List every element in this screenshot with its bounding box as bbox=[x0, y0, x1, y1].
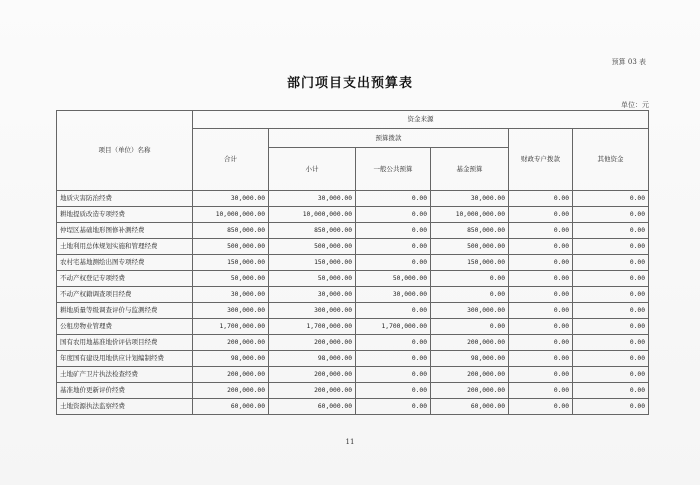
header-fund-source: 资金来源 bbox=[193, 111, 649, 129]
row-special-cell: 0.00 bbox=[509, 271, 573, 287]
table-row bbox=[57, 271, 649, 287]
row-fund-cell: 0.00 bbox=[431, 271, 509, 287]
row-special-cell: 0.00 bbox=[509, 351, 573, 367]
row-subtotal-cell: 150,000.00 bbox=[269, 255, 356, 271]
row-subtotal-cell: 200,000.00 bbox=[269, 335, 356, 351]
row-total-cell: 60,000.00 bbox=[193, 399, 269, 415]
row-name-cell: 土地资源执法监察经费 bbox=[57, 399, 193, 415]
row-name-cell: 不动产权登记专项经费 bbox=[57, 271, 193, 287]
row-fund-cell: 0.00 bbox=[431, 287, 509, 303]
row-total-cell: 30,000.00 bbox=[193, 287, 269, 303]
row-name-cell: 耕地质量等级调查评价与监测经费 bbox=[57, 303, 193, 319]
row-other-cell: 0.00 bbox=[573, 223, 649, 239]
row-total-cell: 850,000.00 bbox=[193, 223, 269, 239]
table-row bbox=[57, 255, 649, 271]
row-total-cell: 150,000.00 bbox=[193, 255, 269, 271]
row-other-cell: 0.00 bbox=[573, 207, 649, 223]
row-other-cell: 0.00 bbox=[573, 335, 649, 351]
row-special-cell: 0.00 bbox=[509, 383, 573, 399]
table-row bbox=[57, 335, 649, 351]
row-total-cell: 50,000.00 bbox=[193, 271, 269, 287]
row-total-cell: 200,000.00 bbox=[193, 383, 269, 399]
row-name-cell: 土地利用总体规划实施和管理经费 bbox=[57, 239, 193, 255]
table-row bbox=[57, 223, 649, 239]
row-general-cell: 0.00 bbox=[356, 351, 431, 367]
row-other-cell: 0.00 bbox=[573, 367, 649, 383]
row-special-cell: 0.00 bbox=[509, 319, 573, 335]
row-fund-cell: 200,000.00 bbox=[431, 335, 509, 351]
row-subtotal-cell: 200,000.00 bbox=[269, 383, 356, 399]
header-subtotal: 小计 bbox=[269, 148, 356, 191]
row-subtotal-cell: 1,700,000.00 bbox=[269, 319, 356, 335]
row-total-cell: 10,000,000.00 bbox=[193, 207, 269, 223]
row-name-cell: 公租房物业管理费 bbox=[57, 319, 193, 335]
row-other-cell: 0.00 bbox=[573, 287, 649, 303]
row-special-cell: 0.00 bbox=[509, 207, 573, 223]
row-fund-cell: 200,000.00 bbox=[431, 383, 509, 399]
header-budget-allocation: 预算拨款 bbox=[269, 129, 509, 148]
row-special-cell: 0.00 bbox=[509, 255, 573, 271]
row-fund-cell: 200,000.00 bbox=[431, 367, 509, 383]
row-total-cell: 200,000.00 bbox=[193, 335, 269, 351]
header-general-public: 一般公共预算 bbox=[356, 148, 431, 191]
row-fund-cell: 850,000.00 bbox=[431, 223, 509, 239]
row-total-cell: 1,700,000.00 bbox=[193, 319, 269, 335]
row-general-cell: 0.00 bbox=[356, 367, 431, 383]
row-special-cell: 0.00 bbox=[509, 335, 573, 351]
row-subtotal-cell: 98,000.00 bbox=[269, 351, 356, 367]
header-special-fiscal: 财政专户拨款 bbox=[509, 129, 573, 191]
row-subtotal-cell: 10,000,000.00 bbox=[269, 207, 356, 223]
row-other-cell: 0.00 bbox=[573, 303, 649, 319]
row-name-cell: 耕地提质改造专项经费 bbox=[57, 207, 193, 223]
row-special-cell: 0.00 bbox=[509, 191, 573, 207]
row-subtotal-cell: 850,000.00 bbox=[269, 223, 356, 239]
row-fund-cell: 150,000.00 bbox=[431, 255, 509, 271]
row-name-cell: 仲埕区基础地形图修补测经费 bbox=[57, 223, 193, 239]
table-row bbox=[57, 399, 649, 415]
row-general-cell: 0.00 bbox=[356, 335, 431, 351]
row-total-cell: 98,000.00 bbox=[193, 351, 269, 367]
table-row bbox=[57, 383, 649, 399]
header-fund-budget: 基金预算 bbox=[431, 148, 509, 191]
row-subtotal-cell: 500,000.00 bbox=[269, 239, 356, 255]
row-general-cell: 0.00 bbox=[356, 207, 431, 223]
row-other-cell: 0.00 bbox=[573, 319, 649, 335]
row-fund-cell: 30,000.00 bbox=[431, 191, 509, 207]
row-other-cell: 0.00 bbox=[573, 255, 649, 271]
row-other-cell: 0.00 bbox=[573, 351, 649, 367]
row-subtotal-cell: 200,000.00 bbox=[269, 367, 356, 383]
table-row bbox=[57, 351, 649, 367]
table-row bbox=[57, 319, 649, 335]
table-body bbox=[57, 191, 649, 415]
row-special-cell: 0.00 bbox=[509, 287, 573, 303]
row-general-cell: 0.00 bbox=[356, 255, 431, 271]
row-general-cell: 0.00 bbox=[356, 239, 431, 255]
budget-table bbox=[56, 110, 649, 415]
row-total-cell: 30,000.00 bbox=[193, 191, 269, 207]
row-subtotal-cell: 60,000.00 bbox=[269, 399, 356, 415]
row-general-cell: 50,000.00 bbox=[356, 271, 431, 287]
row-general-cell: 0.00 bbox=[356, 191, 431, 207]
row-general-cell: 0.00 bbox=[356, 303, 431, 319]
unit-label: 单位：元 bbox=[621, 101, 649, 109]
row-fund-cell: 0.00 bbox=[431, 319, 509, 335]
row-name-cell: 土地矿产卫片执法检查经费 bbox=[57, 367, 193, 383]
row-name-cell: 农村宅基地测绘出图专项经费 bbox=[57, 255, 193, 271]
row-fund-cell: 300,000.00 bbox=[431, 303, 509, 319]
table-row bbox=[57, 303, 649, 319]
row-name-cell: 不动产权籍调查项目经费 bbox=[57, 287, 193, 303]
row-other-cell: 0.00 bbox=[573, 271, 649, 287]
row-special-cell: 0.00 bbox=[509, 367, 573, 383]
page-title: 部门项目支出预算表 bbox=[286, 76, 413, 91]
row-general-cell: 30,000.00 bbox=[356, 287, 431, 303]
row-special-cell: 0.00 bbox=[509, 399, 573, 415]
row-other-cell: 0.00 bbox=[573, 239, 649, 255]
row-name-cell: 年度国有建设用地供应计划编制经费 bbox=[57, 351, 193, 367]
row-total-cell: 200,000.00 bbox=[193, 367, 269, 383]
row-other-cell: 0.00 bbox=[573, 399, 649, 415]
row-subtotal-cell: 30,000.00 bbox=[269, 287, 356, 303]
row-total-cell: 500,000.00 bbox=[193, 239, 269, 255]
row-fund-cell: 60,000.00 bbox=[431, 399, 509, 415]
row-name-cell: 基准地价更新评价经费 bbox=[57, 383, 193, 399]
table-row bbox=[57, 191, 649, 207]
row-general-cell: 1,700,000.00 bbox=[356, 319, 431, 335]
row-subtotal-cell: 50,000.00 bbox=[269, 271, 356, 287]
row-general-cell: 0.00 bbox=[356, 383, 431, 399]
row-special-cell: 0.00 bbox=[509, 239, 573, 255]
header-other-funds: 其他资金 bbox=[573, 129, 649, 191]
row-other-cell: 0.00 bbox=[573, 383, 649, 399]
row-subtotal-cell: 30,000.00 bbox=[269, 191, 356, 207]
row-subtotal-cell: 300,000.00 bbox=[269, 303, 356, 319]
row-fund-cell: 500,000.00 bbox=[431, 239, 509, 255]
row-name-cell: 国有农用地基准地价评估项目经费 bbox=[57, 335, 193, 351]
row-special-cell: 0.00 bbox=[509, 223, 573, 239]
row-general-cell: 0.00 bbox=[356, 399, 431, 415]
table-row bbox=[57, 367, 649, 383]
row-total-cell: 300,000.00 bbox=[193, 303, 269, 319]
row-fund-cell: 10,000,000.00 bbox=[431, 207, 509, 223]
header-total: 合计 bbox=[193, 129, 269, 191]
row-name-cell: 地质灾害防治经费 bbox=[57, 191, 193, 207]
table-row bbox=[57, 239, 649, 255]
row-fund-cell: 98,000.00 bbox=[431, 351, 509, 367]
table-row bbox=[57, 207, 649, 223]
row-special-cell: 0.00 bbox=[509, 303, 573, 319]
row-other-cell: 0.00 bbox=[573, 191, 649, 207]
form-code: 预算 03 表 bbox=[611, 58, 646, 66]
row-general-cell: 0.00 bbox=[356, 223, 431, 239]
table-row bbox=[57, 287, 649, 303]
page-number: 11 bbox=[345, 438, 355, 446]
header-project-name: 项目（单位）名称 bbox=[57, 111, 193, 191]
